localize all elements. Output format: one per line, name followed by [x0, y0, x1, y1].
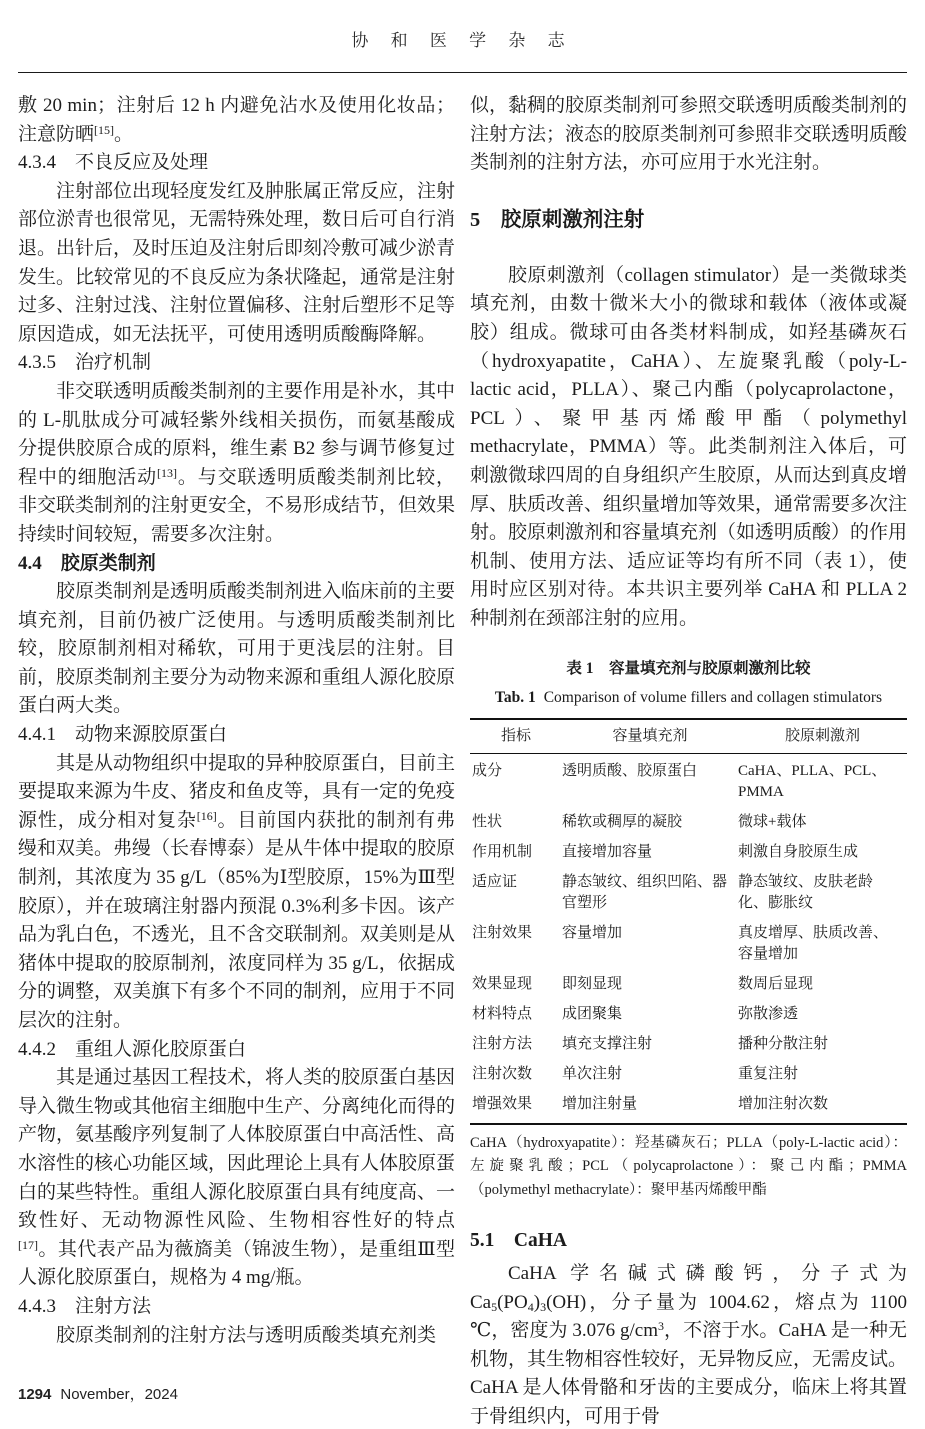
table-cell: 成分 [472, 762, 503, 779]
paragraph-treatment-mechanism: 非交联透明质酸类制剂的主要作用是补水，其中的 L-肌肽成分可减轻紫外线相关损伤，而氨基酸成分提供胶原合成的原料，维生素 B2 参与调节修复过程中的细胞活动[13]。与交联透明质酸类制剂比较，非交联类制剂的注射更安全，不易形成结节，但效果持续时间较短，需要多次注射。 [18, 380, 456, 545]
left-column [18, 92, 455, 1429]
table-cell: 稀软或稠厚的凝胶 [562, 813, 683, 830]
formula-subscript: 5 [491, 1299, 498, 1314]
table-cell: 增加注射次数 [738, 1095, 829, 1112]
table-cell: 容量增加 [562, 924, 623, 941]
table-cell: 即刻显现 [562, 975, 623, 992]
paragraph-collagen-fillers: 胶原类制剂是透明质酸类制剂进入临床前的主要填充剂，目前仍被广泛使用。与透明质酸类制剂比较，胶原制剂相对稀软，可用于更浅层的注射。目前，胶原类制剂主要分为动物来源和重组人源化胶原蛋白两大类。 [18, 581, 456, 717]
article-body [18, 92, 907, 1429]
heading-4-4-2: 4.4.2 重组人源化胶原蛋白 [18, 1038, 247, 1060]
reference-superscript: [17] [18, 1237, 38, 1252]
table-cell: 注射次数 [472, 1065, 533, 1082]
heading-5-1: 5.1 CaHA [470, 1230, 567, 1251]
table-title-en-text: Comparison of volume fillers and collagen stimulators [543, 688, 883, 706]
table-cell: 效果显现 [472, 975, 533, 992]
heading-4-3-5: 4.3.5 治疗机制 [18, 352, 152, 374]
table-row [470, 1029, 907, 1059]
table-cell: 性状 [472, 813, 503, 830]
page-number: 1294 [18, 1386, 52, 1403]
comparison-table [470, 718, 907, 1125]
table-row [470, 753, 907, 807]
table-cell: 透明质酸、胶原蛋白 [562, 762, 698, 779]
table-cell: 微球+载体 [738, 813, 807, 830]
heading-4-4-1: 4.4.1 动物来源胶原蛋白 [18, 724, 228, 746]
table-footnote: CaHA（hydroxyapatite）：羟基磷灰石；PLLA（poly-L-lactic acid）：左旋聚乳酸；PCL（polycaprolactone）：聚己内酯；PMMA（polymethyl methacrylate）：聚甲基丙烯酸甲酯 [470, 1134, 907, 1198]
table-title-en [470, 687, 907, 709]
comparison-table-body [470, 753, 907, 1124]
table-cell: 成团聚集 [562, 1005, 623, 1022]
column-header-collagen-stimulator: 胶原刺激剂 [738, 719, 907, 754]
table-cell: 填充支撑注射 [562, 1035, 653, 1052]
table-cell: 重复注射 [738, 1065, 799, 1082]
heading-4-3-4: 4.3.4 不良反应及处理 [18, 152, 209, 174]
heading-section-5: 5 胶原刺激剂注射 [470, 208, 645, 231]
paragraph-collagen-stimulator: 胶原刺激剂（collagen stimulator）是一类微球类填充剂，由数十微米大小的微球和载体（液体或凝胶）组成。微球可由各类材料制成，如羟基磷灰石（hydroxyapatite，CaHA）、左旋聚乳酸（poly-L-lactic acid，PLLA）、聚己内酯（polycaprolactone，PCL）、聚甲基丙烯酸甲酯（polymethyl methacrylate，PMMA）等。此类制剂注入体后，可刺激微球四周的自身组织产生胶原，从而达到真皮增厚、肤质改善、组织量增加等效果，通常需要多次注射。胶原刺激剂和容量填充剂（如透明质酸）的作用机制、使用方法、适应证等均有所不同（表 1），使用时应区别对待。本共识主要列举 CaHA 和 PLLA 2 种制剂在颈部注射的应用。 [470, 264, 908, 629]
right-column [470, 92, 907, 1429]
reference-superscript: 3 [657, 1319, 664, 1334]
page-footer [18, 1383, 178, 1404]
table-cell: 弥散渗透 [738, 1005, 799, 1022]
table-row [470, 867, 907, 918]
table-cell: 静态皱纹、组织凹陷、器官塑形 [562, 873, 728, 911]
table-cell: 真皮增厚、肤质改善、容量增加 [738, 924, 889, 962]
paragraph-adverse-reactions: 注射部位出现轻度发红及肿胀属正常反应，注射部位淤青也很常见，无需特殊处理，数日后可自行消退。出针后，及时压迫及注射后即刻冷敷可减少淤青发生。比较常见的不良反应为条状隆起，通常是注射过多、注射过浅、注射位置偏移、注射后塑形不足等原因造成，如无法抚平，可使用透明质酸酶降解。 [18, 180, 456, 345]
table-row [470, 1089, 907, 1124]
table-row [470, 999, 907, 1029]
paragraph-recombinant-collagen: 其是通过基因工程技术，将人类的胶原蛋白基因导入微生物或其他宿主细胞中生产、分离纯化而得的产物，氨基酸序列复制了人体胶原蛋白中高活性、高水溶性的核心功能区域，因此理论上具有人体胶原蛋白的某些特性。重组人源化胶原蛋白具有纯度高、一致性好、无动物源性风险、生物相容性好的特点[17]。其代表产品为薇旖美（锦波生物），是重组Ⅲ型人源化胶原蛋白，规格为 4 mg/瓶。 [18, 1067, 456, 1289]
table-row [470, 1059, 907, 1089]
paragraph-continued: 敷 20 min；注射后 12 h 内避免沾水及使用化妆品；注意防晒[15]。 [18, 95, 455, 145]
table-cell: CaHA、PLLA、PCL、PMMA [738, 762, 887, 800]
table-cell: 材料特点 [472, 1005, 533, 1022]
table-row [470, 918, 907, 969]
table-cell: 直接增加容量 [562, 843, 653, 860]
reference-superscript: [16] [196, 808, 217, 823]
paragraph-animal-collagen: 其是从动物组织中提取的异种胶原蛋白，目前主要提取来源为牛皮、猪皮和鱼皮等，具有一定的免疫源性，成分相对复杂[16]。目前国内获批的制剂有弗缦和双美。弗缦（长春博泰）是从牛体中提取的胶原制剂，其浓度为 35 g/L（85%为Ⅰ型胶原，15%为Ⅲ型胶原），并在玻璃注射器内预混 0.3%利多卡因。该产品为乳白色，不透光，且不含交联制剂。双美则是从猪体中提取的胶原制剂，浓度同样为 35 g/L，依据成分的调整，双美旗下有多个不同的制剂，应用于不同层次的注射。 [18, 752, 456, 1031]
header-rule [18, 72, 907, 73]
table-cell: 增强效果 [472, 1095, 533, 1112]
table-cell: 静态皱纹、皮肤老龄化、膨胀纹 [738, 873, 874, 911]
table-row [470, 969, 907, 999]
table-row [470, 837, 907, 867]
table-cell: 注射方法 [472, 1035, 533, 1052]
table-row [470, 807, 907, 837]
column-header-volume-filler: 容量填充剂 [562, 719, 738, 754]
issue-date: November，2024 [60, 1386, 178, 1403]
journal-title: 协 和 医 学 杂 志 [351, 31, 574, 50]
table-title-cn: 表 1 容量填充剂与胶原刺激剂比较 [566, 659, 811, 677]
heading-4-4-3: 4.4.3 注射方法 [18, 1295, 152, 1317]
table-cell: 刺激自身胶原生成 [738, 843, 859, 860]
table-cell: 增加注射量 [562, 1095, 638, 1112]
table-cell: 注射效果 [472, 924, 533, 941]
table-label-en: Tab. 1 [494, 688, 536, 706]
paragraph-injection-method: 胶原类制剂的注射方法与透明质酸类填充剂类 [56, 1324, 437, 1346]
reference-superscript: [15] [94, 122, 115, 137]
table-cell: 作用机制 [472, 843, 533, 860]
formula-subscript: 3 [540, 1299, 547, 1314]
column-header-indicator: 指标 [470, 719, 562, 754]
paragraph-caha: CaHA 学名碱式磷酸钙，分子式为 $Ca_5(PO_4)_3(OH)$，分子量为 1004.62，熔点为 1100 ℃，密度为 3.076 $g/cm^3$，不溶于水。CaHA 是一种无机物，其生物相容性较好，无异物反应，无需皮试。CaHA 是人体骨骼和牙齿的主要成分，临床上将其置于骨组织内，可用于骨 [470, 1263, 908, 1427]
table-cell: 单次注射 [562, 1065, 623, 1082]
table-cell: 数周后显现 [738, 975, 814, 992]
table-header-row [470, 719, 907, 754]
reference-superscript: [13] [157, 465, 177, 480]
table-cell: 适应证 [472, 873, 518, 890]
table-1-block [470, 658, 907, 1203]
heading-4-4: 4.4 胶原类制剂 [18, 552, 156, 574]
table-cell: 播种分散注射 [738, 1035, 829, 1052]
paragraph-continued: 似，黏稠的胶原类制剂可参照交联透明质酸类制剂的注射方法；液态的胶原类制剂可参照非交联透明质酸类制剂的注射方法，亦可应用于水光注射。 [470, 95, 908, 174]
formula-subscript: 4 [527, 1299, 534, 1314]
